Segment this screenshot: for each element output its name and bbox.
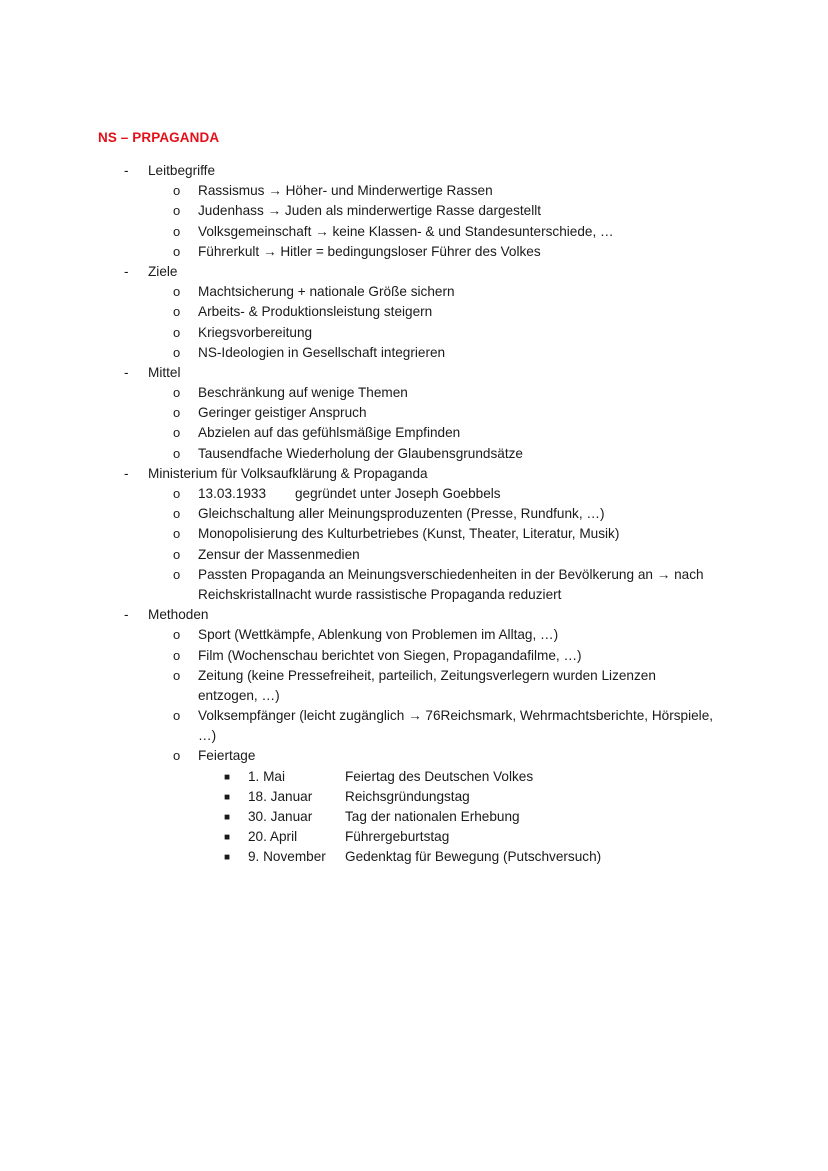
list-item (0, 746, 828, 766)
section-title-methoden: Methoden (148, 607, 209, 623)
circle-bullet: o (173, 566, 181, 582)
list-item-continuation (0, 686, 828, 706)
holiday-item (0, 767, 828, 787)
list-item (0, 423, 828, 443)
holidays-label: Feiertage (198, 748, 256, 764)
holiday-date: 9. November (248, 849, 326, 865)
dash-bullet: - (124, 364, 129, 380)
holiday-name: Reichsgründungstag (345, 788, 470, 804)
circle-bullet: o (173, 546, 181, 562)
list-item-text: Arbeits- & Produktionsleistung steigern (198, 304, 433, 320)
holiday-name: Gedenktag für Bewegung (Putschversuch) (345, 849, 602, 865)
list-item-text: Machtsicherung + nationale Größe sichern (198, 284, 455, 300)
circle-bullet: o (173, 304, 181, 320)
section-heading (0, 262, 828, 282)
square-bullet: ■ (224, 812, 231, 823)
holiday-item (0, 787, 828, 807)
square-bullet: ■ (224, 771, 231, 783)
list-item-text: Tausendfache Wiederholung der Glaubensgrundsätze (198, 445, 523, 461)
list-item-text: Geringer geistiger Anspruch (198, 405, 367, 421)
list-item (0, 222, 828, 242)
list-item-text: Film (Wochenschau berichtet von Siegen, Propagandafilme, …) (198, 647, 582, 663)
square-bullet: ■ (224, 791, 231, 803)
list-item-text: Judenhass → Juden als minderwertige Rasse dargestellt (198, 203, 542, 219)
holiday-item (0, 847, 828, 867)
section-heading (0, 161, 828, 181)
circle-bullet: o (173, 243, 181, 259)
list-item-text: Passten Propaganda an Meinungsverschiedenheiten in der Bevölkerung an → nach (198, 566, 704, 582)
circle-bullet: o (173, 183, 181, 199)
circle-bullet: o (173, 708, 181, 724)
list-item-text: …) (198, 728, 217, 744)
list-item (0, 383, 828, 403)
circle-bullet: o (173, 667, 181, 683)
section-heading (0, 605, 828, 625)
circle-bullet: o (173, 647, 181, 663)
section-heading (0, 363, 828, 383)
circle-bullet: o (173, 203, 181, 219)
square-bullet: ■ (224, 852, 231, 864)
page-title: NS – PRPAGANDA (98, 130, 220, 145)
list-item (0, 242, 828, 262)
circle-bullet: o (173, 506, 181, 522)
list-item-text: Zensur der Massenmedien (198, 546, 360, 562)
list-item (0, 666, 828, 686)
list-item (0, 282, 828, 302)
circle-bullet: o (173, 748, 181, 764)
list-item (0, 706, 828, 726)
section-title-mittel: Mittel (148, 364, 181, 380)
list-item-text: entzogen, …) (198, 687, 280, 703)
dash-bullet: - (124, 263, 129, 279)
holiday-date: 20. April (248, 829, 298, 845)
list-item (0, 545, 828, 565)
section-title-ministerium: Ministerium für Volksaufklärung & Propaganda (148, 465, 428, 481)
list-item-text: Abzielen auf das gefühlsmäßige Empfinden (198, 425, 461, 441)
square-bullet: ■ (224, 832, 231, 844)
list-item (0, 181, 828, 201)
list-item-continuation (0, 726, 828, 746)
list-item (0, 565, 828, 585)
circle-bullet: o (173, 627, 181, 643)
circle-bullet: o (173, 324, 181, 340)
circle-bullet: o (173, 385, 181, 401)
holiday-name: Führergeburtstag (345, 829, 450, 845)
list-item (0, 201, 828, 221)
section-heading (0, 464, 828, 484)
list-item (0, 646, 828, 666)
section-title-leitbegriffe: Leitbegriffe (148, 163, 216, 178)
founding-text: gegründet unter Joseph Goebbels (295, 486, 501, 501)
holiday-name: Tag der nationalen Erhebung (345, 809, 520, 824)
circle-bullet: o (173, 445, 181, 461)
list-item-text: Kriegsvorbereitung (198, 324, 313, 340)
list-item-continuation (0, 585, 828, 605)
list-item (0, 484, 828, 504)
list-item (0, 504, 828, 524)
circle-bullet: o (173, 344, 181, 360)
list-item (0, 302, 828, 322)
holiday-item (0, 827, 828, 847)
dash-bullet: - (124, 465, 129, 481)
circle-bullet: o (173, 223, 181, 239)
list-item-text: Beschränkung auf wenige Themen (198, 385, 408, 401)
holiday-date: 1. Mai (248, 768, 286, 784)
list-item (0, 403, 828, 423)
list-item (0, 524, 828, 544)
list-item (0, 343, 828, 363)
holiday-name: Feiertag des Deutschen Volkes (345, 768, 534, 784)
circle-bullet: o (173, 526, 181, 542)
outline-list (0, 161, 828, 868)
list-item-text: Sport (Wettkämpfe, Ablenkung von Problemen im Alltag, …) (198, 627, 559, 643)
section-title-ziele: Ziele (148, 263, 178, 279)
list-item-text: Volksempfänger (leicht zugänglich → 76Reichsmark, Wehrmachtsberichte, Hörspiele, (198, 708, 714, 724)
circle-bullet: o (173, 425, 181, 441)
circle-bullet: o (173, 405, 181, 421)
holiday-date: 30. Januar (248, 809, 313, 824)
list-item-text: Monopolisierung des Kulturbetriebes (Kunst, Theater, Literatur, Musik) (198, 526, 620, 542)
list-item-text: Reichskristallnacht wurde rassistische Propaganda reduziert (198, 586, 562, 602)
list-item (0, 444, 828, 464)
holiday-date: 18. Januar (248, 788, 313, 804)
list-item-text: Volksgemeinschaft → keine Klassen- & und Standesunterschiede, … (198, 223, 614, 239)
founding-date: 13.03.1933 (198, 486, 267, 501)
list-item (0, 625, 828, 645)
holiday-item (0, 807, 828, 827)
list-item-text: Gleichschaltung aller Meinungsproduzenten (Presse, Rundfunk, …) (198, 506, 605, 522)
list-item-text: Führerkult → Hitler = bedingungsloser Führer des Volkes (198, 243, 541, 259)
list-item-text: Rassismus → Höher- und Minderwertige Rassen (198, 183, 493, 199)
list-item-text: Zeitung (keine Pressefreiheit, parteilich, Zeitungsverlegern wurden Lizenzen (198, 667, 656, 683)
dash-bullet: - (124, 163, 129, 178)
dash-bullet: - (124, 607, 129, 623)
circle-bullet: o (173, 284, 181, 300)
list-item (0, 323, 828, 343)
list-item-text: NS-Ideologien in Gesellschaft integrieren (198, 344, 446, 360)
circle-bullet: o (173, 486, 181, 501)
